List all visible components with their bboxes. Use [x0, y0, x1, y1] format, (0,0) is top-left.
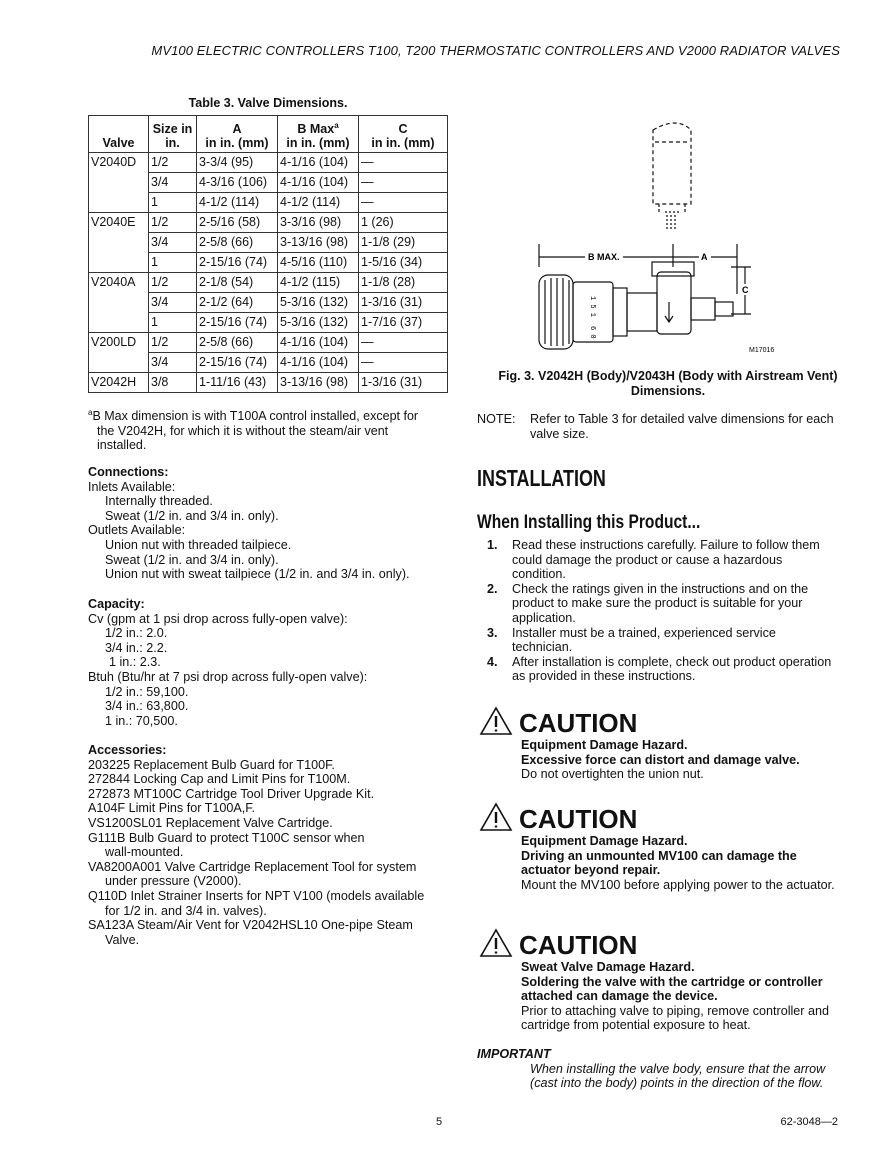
table-cell: 4-1/16 (104) — [278, 353, 359, 373]
spec-line: Inlets Available: — [88, 479, 176, 494]
table-cell: 2-5/16 (58) — [197, 213, 278, 233]
table-cell: 1 — [149, 313, 197, 333]
valve-cell — [89, 173, 149, 193]
table-cell: 2-1/2 (64) — [197, 293, 278, 313]
table-cell: 3/4 — [149, 293, 197, 313]
header-c: C in in. (mm) — [359, 116, 448, 153]
dial-scale-2: 6 0 — [588, 326, 596, 339]
spec-line: Cv (gpm at 1 psi drop across fully-open valve): — [88, 611, 348, 626]
table-cell: 2-5/8 (66) — [197, 333, 278, 353]
table-row — [89, 333, 448, 353]
table-cell: 4-5/16 (110) — [278, 253, 359, 273]
header-a: A in in. (mm) — [197, 116, 278, 153]
table-cell: — — [359, 173, 448, 193]
capacity-title: Capacity: — [88, 597, 145, 611]
spec-line: Q110D Inlet Strainer Inserts for NPT V100 (models available — [88, 888, 425, 903]
spec-line: under pressure (V2000). — [105, 874, 242, 889]
table-row — [89, 373, 448, 393]
step-number: 4. — [487, 654, 498, 669]
table-cell: 1 — [149, 253, 197, 273]
valve-cell: V2042H — [89, 373, 149, 393]
table-cell: 1-7/16 (37) — [359, 313, 448, 333]
connections-section — [88, 465, 458, 582]
warning-triangle-icon — [479, 706, 513, 736]
note-text: Refer to Table 3 for detailed valve dimensions for each valve size. — [530, 412, 834, 441]
important-title: IMPORTANT — [477, 1047, 551, 1061]
step-number: 3. — [487, 625, 498, 640]
valve-dimension-figure — [505, 112, 795, 362]
caution-hazard: Equipment Damage Hazard. — [521, 834, 688, 848]
header-b-max: B Max$^a$ in in. (mm) — [278, 116, 359, 153]
table-cell: 2-15/16 (74) — [197, 253, 278, 273]
table-footnote: $^a$B Max dimension is with T100A control installed, except for the V2042H, for which it is without the steam/air vent installed. — [88, 408, 419, 453]
spec-line: 3/4 in.: 2.2. — [105, 640, 168, 655]
table-cell: 2-1/8 (54) — [197, 273, 278, 293]
table-cell: 5-3/16 (132) — [278, 293, 359, 313]
table-cell: — — [359, 333, 448, 353]
spec-line: Outlets Available: — [88, 523, 186, 538]
table-cell: 2-15/16 (74) — [197, 353, 278, 373]
table-cell: 3-3/4 (95) — [197, 153, 278, 173]
running-header: MV100 ELECTRIC CONTROLLERS T100, T200 THERMOSTATIC CONTROLLERS AND V2000 RADIATOR VALVES — [151, 43, 840, 58]
table-cell: 5-3/16 (132) — [278, 313, 359, 333]
page-number: 5 — [436, 1116, 443, 1128]
spec-line: 1/2 in.: 59,100. — [105, 684, 189, 699]
table-cell: 3-3/16 (98) — [278, 213, 359, 233]
table-header-row — [89, 116, 448, 153]
caution-hazard: Sweat Valve Damage Hazard. — [521, 960, 695, 974]
table-row — [89, 193, 448, 213]
caution-block — [477, 802, 842, 892]
installation-step — [487, 582, 837, 626]
table-cell: 3/4 — [149, 353, 197, 373]
table-cell: 1/2 — [149, 333, 197, 353]
figure-code: M17016 — [749, 347, 775, 354]
header-valve: Valve — [89, 116, 149, 153]
caution-hazard: Excessive force can distort and damage valve. — [521, 752, 800, 767]
spec-line: Sweat (1/2 in. and 3/4 in. only). — [105, 552, 279, 567]
warning-triangle-icon — [479, 802, 513, 832]
table-row — [89, 353, 448, 373]
spec-line: A104F Limit Pins for T100A,F. — [88, 801, 256, 816]
figure-caption: Fig. 3. V2042H (Body)/V2043H (Body with Airstream Vent) Dimensions. — [498, 369, 838, 398]
valve-cell: V2040A — [89, 273, 149, 293]
spec-line: 203225 Replacement Bulb Guard for T100F. — [88, 757, 335, 772]
table-cell: 2-15/16 (74) — [197, 313, 278, 333]
important-note — [477, 1047, 842, 1091]
table-row — [89, 213, 448, 233]
table-cell: 1 (26) — [359, 213, 448, 233]
installation-heading: INSTALLATION — [477, 465, 606, 491]
table-cell: 1-3/16 (31) — [359, 293, 448, 313]
header-size: Size in in. — [149, 116, 197, 153]
table-cell: 3/4 — [149, 173, 197, 193]
table-row — [89, 273, 448, 293]
table-cell: — — [359, 153, 448, 173]
caution-block — [477, 928, 842, 1033]
dial-scale-1: 1 5 1 — [588, 296, 596, 318]
table-cell: 1-3/16 (31) — [359, 373, 448, 393]
installation-step — [487, 626, 837, 655]
spec-line: SA123A Steam/Air Vent for V2042HSL10 One-pipe Steam — [88, 918, 413, 933]
valve-cell: V2040D — [89, 153, 149, 173]
table-cell: 4-1/16 (104) — [278, 333, 359, 353]
table-cell: — — [359, 193, 448, 213]
valve-cell — [89, 233, 149, 253]
step-number: 1. — [487, 538, 498, 552]
caution-instruction: Do not overtighten the union nut. — [521, 767, 704, 782]
table-cell: 4-1/2 (114) — [197, 193, 278, 213]
table-cell: — — [359, 353, 448, 373]
table-cell: 1/2 — [149, 213, 197, 233]
table-row — [89, 313, 448, 333]
caution-word: CAUTION — [519, 708, 638, 738]
table-row — [89, 233, 448, 253]
valve-cell: V2040E — [89, 213, 149, 233]
spec-line: 272844 Locking Cap and Limit Pins for T100M. — [88, 772, 351, 787]
spec-line: Internally threaded. — [105, 494, 213, 509]
caution-word: CAUTION — [519, 804, 638, 834]
spec-line: VS1200SL01 Replacement Valve Cartridge. — [88, 815, 333, 830]
installation-step — [487, 655, 837, 684]
spec-line: 272873 MT100C Cartridge Tool Driver Upgrade Kit. — [88, 786, 375, 801]
spec-line: wall-mounted. — [105, 845, 184, 860]
table-cell: 3-13/16 (98) — [278, 373, 359, 393]
valve-cell: V200LD — [89, 333, 149, 353]
caution-block — [477, 706, 842, 782]
step-text: Check the ratings given in the instructions and on the product to make sure the product is suitable for your application. — [512, 581, 809, 625]
spec-line: 1 in.: 70,500. — [105, 713, 178, 728]
caution-hazard: Driving an unmounted MV100 can damage the actuator beyond repair. — [521, 848, 797, 878]
table-cell: 4-1/2 (115) — [278, 273, 359, 293]
table-cell: 2-5/8 (66) — [197, 233, 278, 253]
step-text: Installer must be a trained, experienced service technician. — [512, 625, 776, 655]
table-cell: 4-1/2 (114) — [278, 193, 359, 213]
table-cell: 1/2 — [149, 273, 197, 293]
warning-triangle-icon — [479, 928, 513, 958]
caution-word: CAUTION — [519, 930, 638, 960]
step-text: Read these instructions carefully. Failure to follow them could damage the product or cause a hazardous condition. — [512, 538, 820, 582]
note-label: NOTE: — [477, 412, 516, 426]
valve-cell — [89, 313, 149, 333]
table-cell: 4-1/16 (104) — [278, 173, 359, 193]
valve-dimensions-table — [88, 115, 448, 393]
valve-cell — [89, 353, 149, 373]
spec-line: 1/2 in.: 2.0. — [105, 626, 168, 641]
caution-instruction: Prior to attaching valve to piping, remove controller and cartridge from potential exposure to heat. — [521, 1003, 830, 1033]
spec-line: Union nut with sweat tailpiece (1/2 in. and 3/4 in. only). — [105, 567, 410, 582]
table-body — [89, 153, 448, 393]
label-a: A — [701, 252, 708, 262]
accessories-section — [88, 743, 458, 947]
installation-step — [487, 538, 837, 582]
spec-line: Btuh (Btu/hr at 7 psi drop across fully-open valve): — [88, 669, 368, 684]
valve-cell — [89, 253, 149, 273]
accessories-title: Accessories: — [88, 743, 167, 757]
table-caption: Table 3. Valve Dimensions. — [188, 96, 348, 110]
caution-instruction: Mount the MV100 before applying power to the actuator. — [521, 877, 835, 892]
table-cell: 1-1/8 (28) — [359, 273, 448, 293]
table-row — [89, 173, 448, 193]
spec-line: VA8200A001 Valve Cartridge Replacement Tool for system — [88, 859, 417, 874]
table-row — [89, 153, 448, 173]
table-cell: 1/2 — [149, 153, 197, 173]
table-cell: 3/4 — [149, 233, 197, 253]
table-cell: 3/8 — [149, 373, 197, 393]
table-cell: 1 — [149, 193, 197, 213]
caution-hazard: Equipment Damage Hazard. — [521, 738, 688, 752]
table-cell: 1-11/16 (43) — [197, 373, 278, 393]
spec-line: Sweat (1/2 in. and 3/4 in. only). — [105, 508, 279, 523]
spec-line: G111B Bulb Guard to protect T100C sensor when — [88, 830, 365, 845]
valve-cell — [89, 193, 149, 213]
spec-line: 1 in.: 2.3. — [109, 655, 161, 670]
table-row — [89, 293, 448, 313]
important-text: When installing the valve body, ensure that the arrow (cast into the body) points in the direction of the flow. — [530, 1061, 826, 1091]
caution-hazard: Soldering the valve with the cartridge or controller attached can damage the device. — [521, 974, 823, 1004]
document-number: 62-3048—2 — [780, 1116, 838, 1128]
table-cell: 4-3/16 (106) — [197, 173, 278, 193]
table-cell: 3-13/16 (98) — [278, 233, 359, 253]
label-c: C — [742, 285, 749, 295]
step-text: After installation is complete, check out product operation as provided in these instructions. — [512, 654, 832, 684]
installing-subheading: When Installing this Product... — [477, 512, 701, 533]
table-cell: 1-5/16 (34) — [359, 253, 448, 273]
installation-steps — [487, 538, 837, 684]
label-b-max: B MAX. — [588, 252, 620, 262]
spec-line: for 1/2 in. and 3/4 in. valves). — [105, 903, 267, 918]
capacity-section — [88, 597, 458, 728]
connections-title: Connections: — [88, 465, 169, 479]
table-cell: 1-1/8 (29) — [359, 233, 448, 253]
table-row — [89, 253, 448, 273]
step-number: 2. — [487, 581, 498, 596]
table-cell: 4-1/16 (104) — [278, 153, 359, 173]
spec-line: Union nut with threaded tailpiece. — [105, 537, 292, 552]
spec-line: Valve. — [105, 932, 140, 947]
spec-line: 3/4 in.: 63,800. — [105, 699, 189, 714]
valve-cell — [89, 293, 149, 313]
